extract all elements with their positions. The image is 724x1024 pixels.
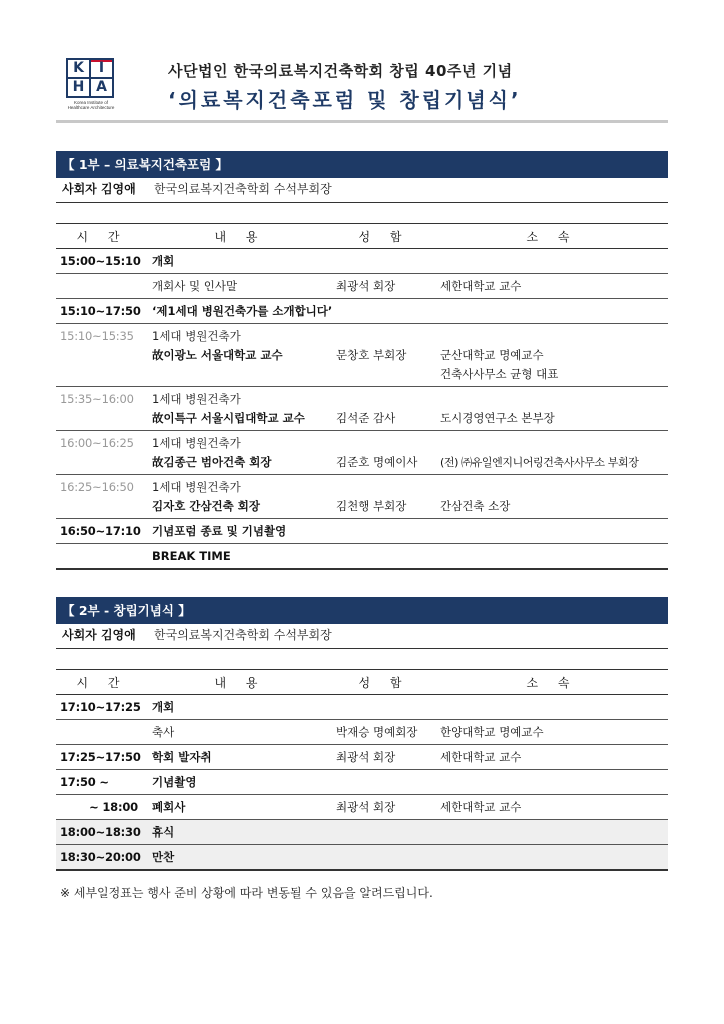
- mc-label: 사회자 김영애: [62, 182, 136, 196]
- table-header-row: [56, 224, 668, 249]
- table-row: BREAK TIME: [56, 544, 668, 569]
- logo-letter-a: A: [96, 79, 107, 95]
- table-row: 16:25~16:50 1세대 병원건축가 김자호 간삼건축 회장 김천행 부회장 간삼건축 소장: [56, 475, 668, 519]
- part1-mc: [56, 178, 668, 203]
- header-content: 내 용: [148, 224, 332, 249]
- table-row: ~ 18:00 폐회사 최광석 회장 세한대학교 교수: [56, 795, 668, 820]
- table-row: 17:10~17:25 개회: [56, 695, 668, 720]
- table-row: 15:00~15:10 개회: [56, 249, 668, 274]
- mc-role: 한국의료복지건축학회 수석부회장: [154, 628, 332, 642]
- table-row: 17:50 ~ 기념촬영: [56, 770, 668, 795]
- table-row: 16:50~17:10 기념포럼 종료 및 기념촬영: [56, 519, 668, 544]
- table-row: 18:30~20:00 만찬: [56, 845, 668, 870]
- table-row: 축사 박재승 명예회장 한양대학교 명예교수: [56, 720, 668, 745]
- part1-section: [56, 151, 668, 570]
- part2-section: [56, 597, 668, 871]
- table-row: 15:35~16:00 1세대 병원건축가 故이특구 서울시립대학교 교수 김석준 감사 도시경영연구소 본부장: [56, 387, 668, 431]
- logo-grid: [66, 58, 114, 98]
- logo-letter-i: I: [98, 60, 105, 76]
- table-header-row: [56, 670, 668, 695]
- mc-label: 사회자 김영애: [62, 628, 136, 642]
- table-row: 15:10~15:35 1세대 병원건축가 故이광노 서울대학교 교수 문창호 부회장 군산대학교 명예교수 건축사사무소 균형 대표: [56, 324, 668, 387]
- kiha-logo: [62, 56, 118, 112]
- mc-role: 한국의료복지건축학회 수석부회장: [154, 182, 332, 196]
- header-name: 성 함: [332, 670, 436, 695]
- part2-mc: [56, 624, 668, 649]
- document-header: [62, 56, 668, 122]
- part1-schedule-table: [56, 223, 668, 570]
- part2-heading: 【 2부 - 창립기념식 】: [56, 597, 668, 624]
- table-row: 17:25~17:50 학회 발자취 최광석 회장 세한대학교 교수: [56, 745, 668, 770]
- header-time: 시 간: [56, 224, 148, 249]
- event-subtitle: ‘의료복지건축포럼 및 창립기념식’: [168, 88, 522, 112]
- table-row: 개회사 및 인사말 최광석 회장 세한대학교 교수: [56, 274, 668, 299]
- logo-letter-k: K: [73, 60, 84, 76]
- header-org: 소 속: [436, 224, 668, 249]
- table-row: 16:00~16:25 1세대 병원건축가 故김종근 범아건축 회장 김준호 명예이사 (전) ㈜유일엔지니어링건축사사무소 부회장: [56, 431, 668, 475]
- table-row: 18:00~18:30 휴식: [56, 820, 668, 845]
- table-row: 15:10~17:50 ‘제1세대 병원건축가를 소개합니다’: [56, 299, 668, 324]
- header-content: 내 용: [148, 670, 332, 695]
- header-org: 소 속: [436, 670, 668, 695]
- header-time: 시 간: [56, 670, 148, 695]
- event-title: 사단법인 한국의료복지건축학회 창립 40주년 기념: [168, 62, 513, 80]
- logo-subtitle: Korea Institute of Healthcare Architecture: [67, 100, 115, 110]
- part2-schedule-table: [56, 669, 668, 871]
- header-divider: [56, 120, 668, 123]
- logo-letter-h: H: [72, 79, 85, 95]
- schedule-note: ※ 세부일정표는 행사 준비 상황에 따라 변동될 수 있음을 알려드립니다.: [60, 886, 433, 900]
- part1-heading: 【 1부 – 의료복지건축포럼 】: [56, 151, 668, 178]
- header-name: 성 함: [332, 224, 436, 249]
